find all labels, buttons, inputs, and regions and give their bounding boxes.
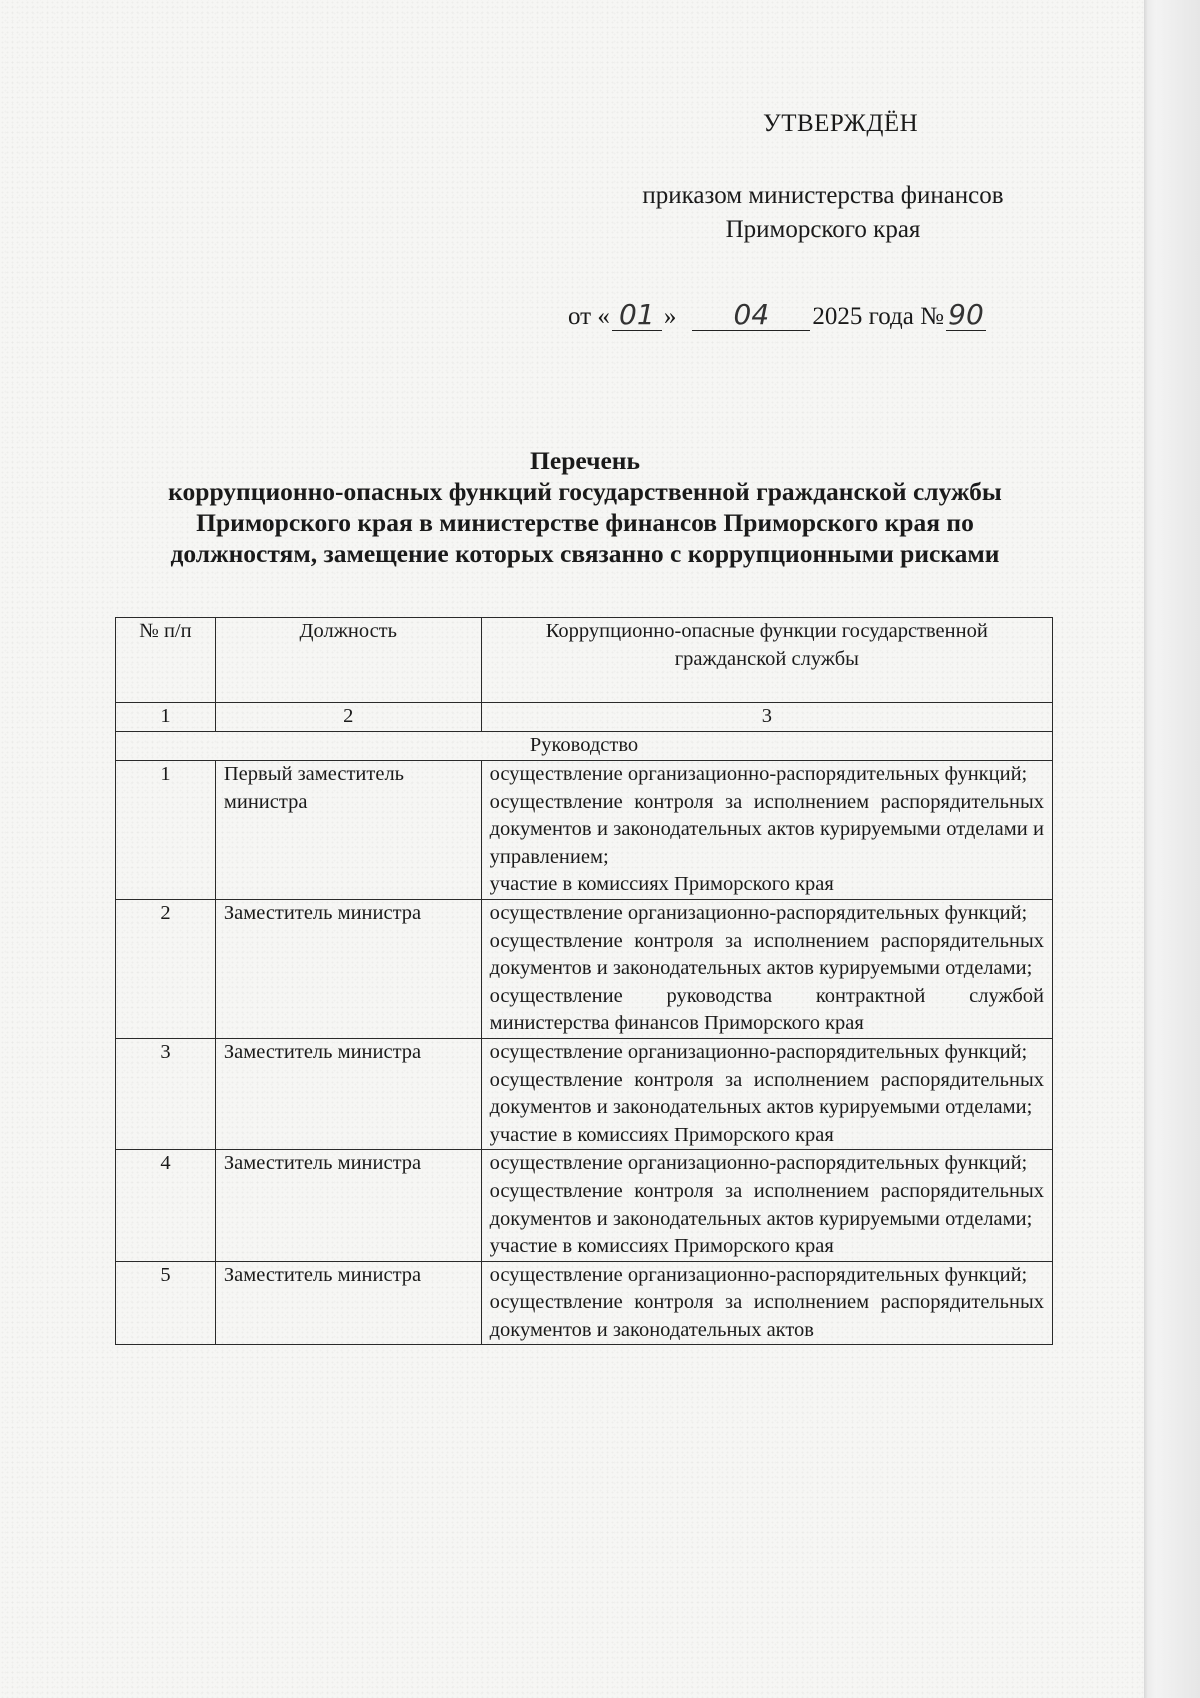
row-number: 3 — [116, 1038, 216, 1149]
table-header-row — [116, 618, 1053, 703]
function-item: осуществление руководства контрактной службой министерства финансов Приморского края — [489, 984, 1044, 1035]
table-row — [116, 761, 1053, 900]
function-item: осуществление контроля за исполнением распорядительных документов и законодательных актов курируемыми отделами; — [489, 1179, 1044, 1230]
table-row — [116, 899, 1053, 1038]
section-title: Руководство — [116, 732, 1053, 761]
function-item: осуществление организационно-распорядительных функций; — [489, 763, 1028, 785]
functions-table — [115, 617, 1053, 1345]
function-item: участие в комиссиях Приморского края — [489, 873, 834, 896]
quote-close: » — [663, 303, 677, 330]
year-text: 2025 года № — [812, 303, 944, 330]
row-functions — [481, 761, 1052, 900]
row-number: 1 — [116, 761, 216, 900]
order-date-line — [568, 300, 986, 331]
header-number: № п/п — [116, 618, 216, 703]
order-line-1: приказом министерства финансов — [642, 182, 1004, 209]
row-functions — [481, 1150, 1052, 1261]
handwritten-month: 04 — [692, 300, 810, 331]
function-item: осуществление организационно-распорядительных функций; — [489, 1152, 1028, 1175]
function-item: осуществление контроля за исполнением распорядительных документов и законодательных актов курируемыми отделами; — [489, 1068, 1044, 1119]
row-position: Заместитель министра — [215, 1150, 481, 1261]
title-line-3: Приморского края в министерстве финансов Приморского края по — [196, 508, 974, 537]
approved-label: УТВЕРЖДЁН — [763, 110, 919, 137]
title-line-2: коррупционно-опасных функций государственной гражданской службы — [168, 477, 1002, 506]
row-functions — [481, 1261, 1052, 1345]
title-line-1: Перечень — [530, 446, 640, 475]
row-position: Заместитель министра — [215, 1038, 481, 1149]
row-position: Заместитель министра — [215, 1261, 481, 1345]
scan-edge-shadow — [1144, 0, 1200, 1698]
table-row — [116, 1150, 1053, 1261]
column-number-1: 1 — [116, 703, 216, 732]
section-row — [116, 732, 1053, 761]
row-position: Заместитель министра — [215, 899, 481, 1038]
function-item: осуществление контроля за исполнением распорядительных документов и законодательных актов курируемыми отделами; — [489, 929, 1044, 980]
document-title — [110, 445, 1060, 569]
order-line-2: Приморского края — [725, 216, 921, 243]
function-item: осуществление контроля за исполнением распорядительных документов и законодательных актов курируемыми отделами и управлением; — [489, 790, 1044, 868]
column-number-3: 3 — [481, 703, 1052, 732]
table-row — [116, 1261, 1053, 1345]
title-line-4: должностям, замещение которых связанно с коррупционными рисками — [170, 539, 1000, 568]
date-prefix: от « — [568, 303, 610, 330]
row-number: 2 — [116, 899, 216, 1038]
header-functions: Коррупционно-опасные функции государственной гражданской службы — [481, 618, 1052, 703]
function-item: участие в комиссиях Приморского края — [489, 1235, 834, 1258]
row-number: 5 — [116, 1261, 216, 1345]
table-row — [116, 1038, 1053, 1149]
function-item: участие в комиссиях Приморского края — [489, 1123, 834, 1146]
function-item: осуществление организационно-распорядительных функций; — [489, 1263, 1028, 1286]
header-position: Должность — [215, 618, 481, 703]
function-item: осуществление организационно-распорядительных функций; — [489, 901, 1028, 924]
function-item: осуществление контроля за исполнением распорядительных документов и законодательных актов — [489, 1291, 1044, 1341]
function-item: осуществление организационно-распорядительных функций; — [489, 1040, 1028, 1063]
column-number-2: 2 — [215, 703, 481, 732]
row-functions — [481, 899, 1052, 1038]
handwritten-order-number: 90 — [946, 300, 986, 331]
row-number: 4 — [116, 1150, 216, 1261]
row-functions — [481, 1038, 1052, 1149]
column-numbers-row — [116, 703, 1053, 732]
handwritten-day: 01 — [612, 300, 662, 331]
row-position: Первый заместитель министра — [215, 761, 481, 900]
